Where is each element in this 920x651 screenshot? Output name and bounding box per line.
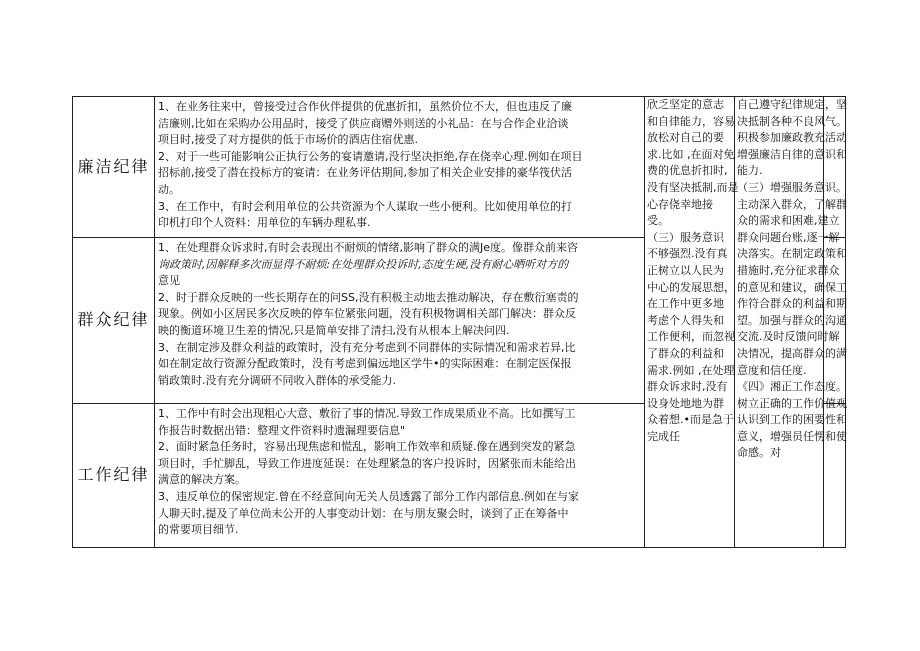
text-line: 决抵制各种不良风气。 [737, 114, 847, 128]
text-line: 受。 [647, 214, 669, 228]
text-line: 望。加强与群众的沟通 [737, 313, 847, 327]
text-line: 3、在制定涉及群众利益的政策时，没有充分考虑到不同群体的实际情况和需求若异,比 [158, 340, 576, 354]
row-detail-integrity [155, 97, 645, 238]
text-line: 众的需求和困难,建立 [737, 214, 840, 228]
text-line: 2、面时紧急任务时，容易出现焦虑和慌乱，影响工作效率和质疑.像在遇到突发的紧急 [158, 440, 576, 454]
text-line: 动。 [158, 182, 180, 196]
text-line: 1、工作中有时会出现粗心大意、敷衍了事的情况.导致工作成果质业不高。比如撰写工 [158, 407, 576, 420]
text-line: 欣乏坚定的意志 [647, 98, 724, 111]
text-line: 正树立以人民为 [647, 263, 724, 277]
text-line: 洁廉则,比如在采购办公用品时，接受了供应商赠外则送的小礼品：在与合作企业洽谈 [158, 116, 569, 130]
row-detail-mass [155, 238, 645, 404]
text-line: 3、在工作中，有时会利用单位的公共资源为个人谋取一些小便利。比如使用单位的打 [158, 199, 572, 213]
text-line: （三）增强服务意识。 [737, 180, 847, 194]
discipline-table [72, 96, 846, 548]
text-line: 中心的发展思想， [647, 280, 735, 294]
text-line: 工作便利，而忽视 [647, 330, 735, 344]
text-line: 询政策时,因解释多次而显得不耐烦:在处理群众投诉时,态度生硬,没有耐心晒听对方的 [158, 257, 569, 271]
text-line: 考虑个人得失和 [647, 313, 724, 327]
text-line: 现象。例如小区居民多次反映的停车位紧张问题，没有积极物调相关部门解决：群众反 [158, 307, 576, 321]
text-line: 作报告时数据出错：整理文件资料时遗漏理要信息" [158, 423, 406, 437]
text-line: 意度和信任度. [737, 363, 807, 377]
text-line: 项目时,接受了对方提供的低于市场价的酒店住宿优惠. [158, 133, 418, 147]
text-line: 人聊天时,提及了单位尚未公开的人事变动计划：在与朋友聚会时，谈到了正在筹备中 [158, 506, 569, 520]
text-line: 积极参加廉政教充活动 [737, 131, 847, 145]
text-line: 意义，增强员任愣和使 [737, 429, 847, 443]
text-line: 不够强烈.没有真 [647, 247, 728, 261]
text-line: 意见 [158, 274, 180, 288]
row-label-integrity: 廉洁纪律 [73, 97, 155, 238]
text-line: 2、时于群众反映的一些长期存在的问SS,没有积极主动地去推动解决，存在敷衍塞责的 [158, 290, 579, 304]
text-line: 1、在处理群众诉求时,有时会表现出不耐烦的情绪,影响了群众的满Je度。像群众前来咨 [158, 241, 579, 254]
text-line: 决落实。在制定政策和 [737, 247, 847, 261]
text-line: 作符合群众的利益和期 [737, 297, 847, 311]
text-line: 费的优息折扣时, [647, 164, 728, 178]
text-line: 1、在业务往来中，曾接受过合作伙伴提供的优惠折扣，虽然价位不大，但也违反了廉 [158, 100, 572, 113]
row-label-work: 工作纪律 [73, 404, 155, 548]
table-row-integrity [73, 97, 846, 238]
text-line: 认识到工作的困要性和 [737, 413, 847, 427]
text-line: 增强廉洁自律的意识和 [737, 147, 847, 161]
text-line: 的意见和建议，确保工 [737, 280, 847, 294]
text-line: 能力. [737, 164, 763, 178]
text-line: 自己遵守纪律规定，坚 [737, 98, 847, 111]
text-line: 映的衡道环境卫生差的情况,只是简单安排了清扫,没有从根本上解决问四. [158, 323, 510, 337]
text-line: 在工作中更多地 [647, 297, 724, 311]
text-line: 完成任 [647, 429, 680, 443]
text-line: 如在制定故行资源分配政策时，没有考虑到偏远地区学牛•的实际困难：在制定医保报 [158, 357, 572, 371]
text-line: 印机打印个人资料：用单位的车辆办理私事. [158, 216, 371, 230]
text-line: 项目时，手忙脚乱，导致工作进度延误：在处理紧急的客户投诉时，因紧张而未能给出 [158, 456, 576, 470]
text-line: 2、对于一些可能影响公正执行公务的宴请邀请,没行坚决拒绝,存在侥幸心理.例如在项目 [158, 149, 583, 163]
text-line: 决情况，提高群众的满 [737, 346, 847, 360]
text-line: 树立正确的工作价值观 [737, 396, 847, 410]
text-line: 心存侥幸地接 [647, 197, 713, 211]
text-line: （三）服务意识 [647, 230, 724, 244]
text-line: 交流.及时反馈问时解 [737, 330, 840, 344]
row-label-mass: 群众纪律 [73, 238, 155, 404]
middle-analysis-column [645, 97, 739, 548]
text-line: 销政策时.没有充分调研不同收入群体的承受能力. [158, 373, 396, 387]
text-line: 众着想.•而是急于 [647, 413, 734, 427]
text-line: 没有坚决抵制,而是 [647, 180, 739, 194]
text-line: 满意的解决方案。 [158, 473, 246, 487]
right-measures-column [735, 97, 847, 548]
text-line: 和自律能力，容易 [647, 114, 735, 128]
text-line: 求.比如 ,在面对免 [647, 147, 735, 161]
text-line: 群众诉求时,没有 [647, 380, 728, 394]
text-line: 放松对自己的要 [647, 131, 724, 145]
text-line: 设身处地地为群 [647, 396, 724, 410]
text-line: 《四》湘正工作态度。 [737, 380, 847, 394]
text-line: 措施时,充分征求群众 [737, 263, 840, 277]
text-line: 招标前,接受了潜在投标方的宴请：在业务评估期间,参加了相关企业安排的豪华筏伏活 [158, 166, 572, 180]
text-line: 3、违反单位的保密规定.曾在不经意间向无关人员透露了部分工作内部信息.例如在与家 [158, 489, 579, 503]
text-line: 主动深入群众，了解群 [737, 197, 847, 211]
text-line: 群众问题台账,逐一解 [737, 230, 840, 244]
text-line: 命感。对 [737, 446, 781, 460]
text-line: 需求.例如 ,在处理 [647, 363, 735, 377]
text-line: 的常要项目细节. [158, 523, 239, 537]
text-line: 了群众的利益和 [647, 346, 724, 360]
row-detail-work [155, 404, 645, 548]
